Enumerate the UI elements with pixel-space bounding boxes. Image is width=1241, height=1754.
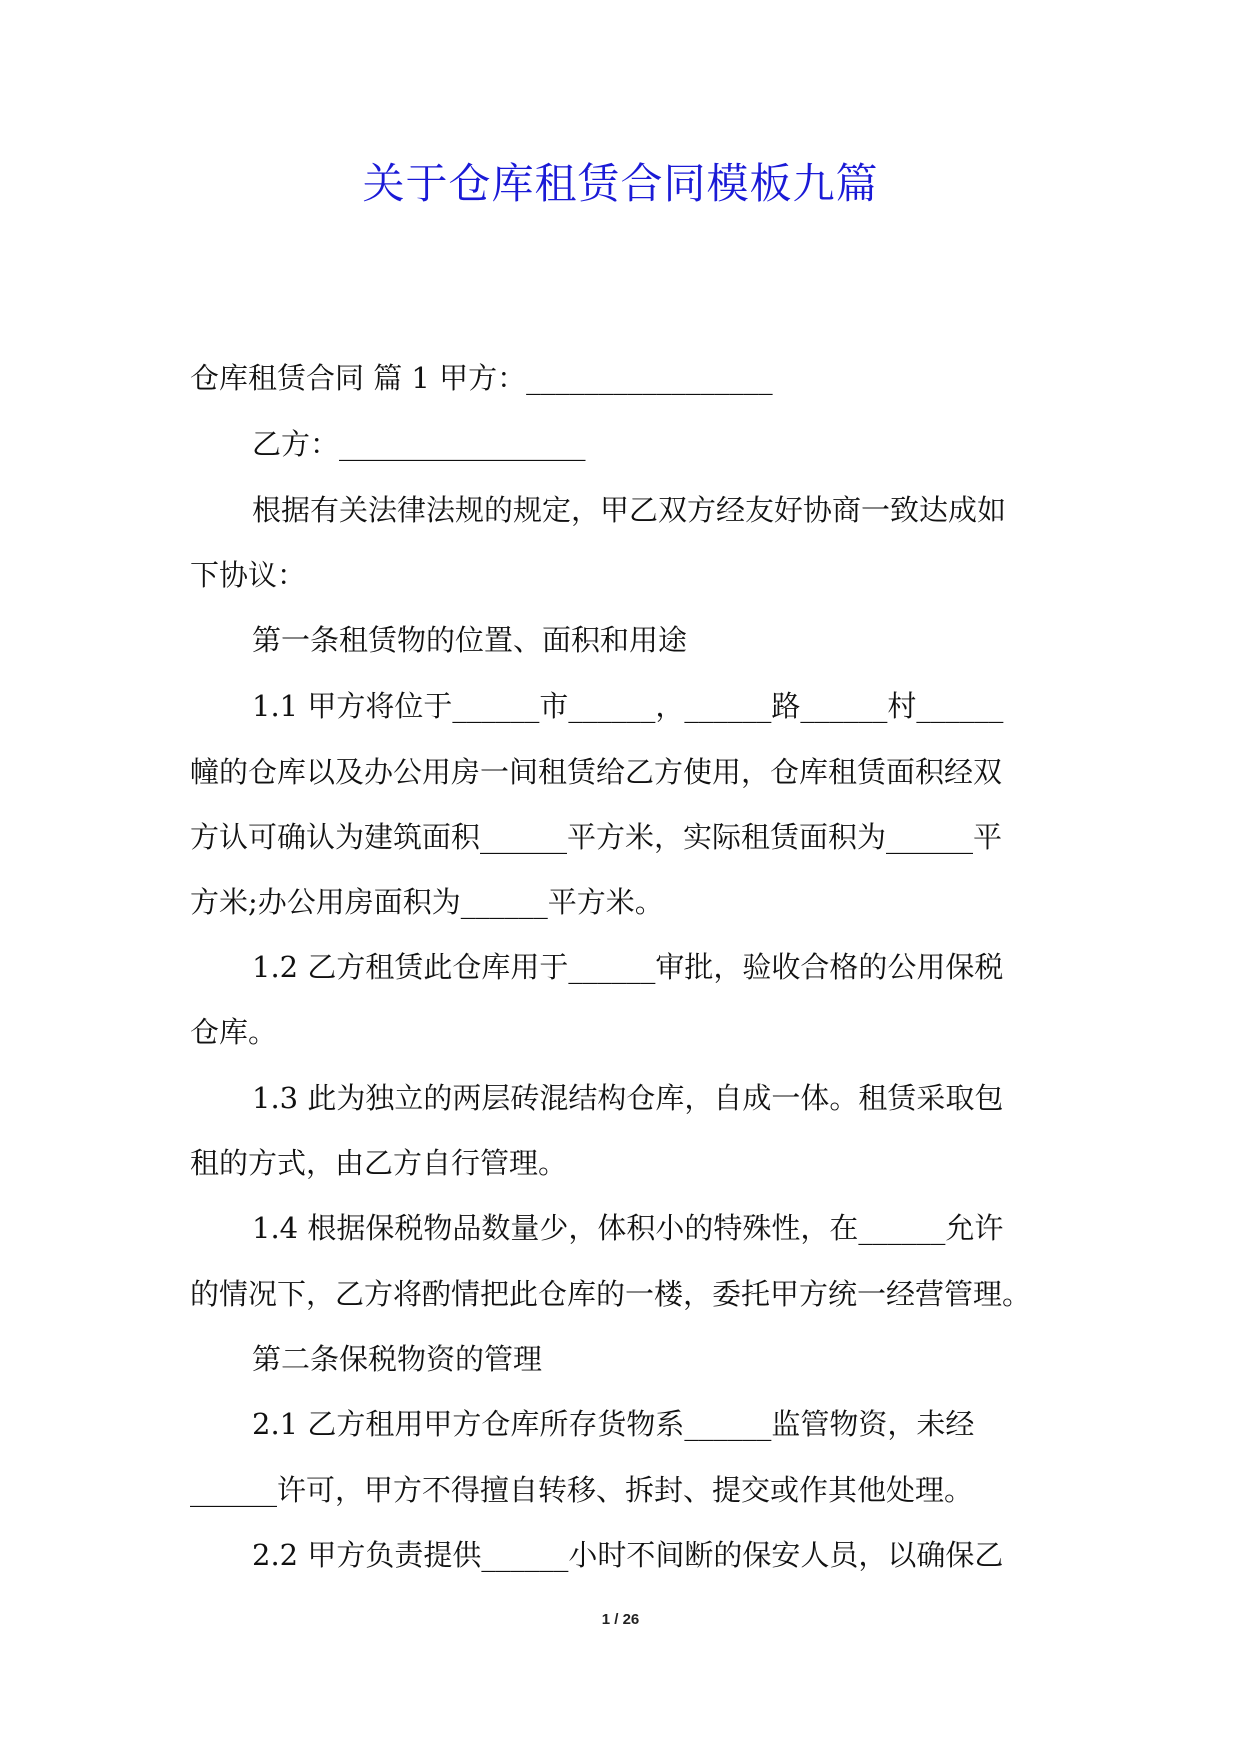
paragraph-line: 1.1 甲方将位于______市______，______路______村______ — [252, 689, 1004, 723]
section-heading: 第一条租赁物的位置、面积和用途 — [252, 623, 688, 657]
paragraph-line: 2.2 甲方负责提供______小时不间断的保安人员，以确保乙 — [252, 1538, 1004, 1572]
paragraph-line: 1.4 根据保税物品数量少，体积小的特殊性，在______允许 — [252, 1211, 1004, 1245]
paragraph-line: 1.3 此为独立的两层砖混结构仓库，自成一体。租赁采取包 — [252, 1081, 1004, 1115]
paragraph-line: 仓库租赁合同 篇 1 甲方：_________________ — [190, 361, 773, 395]
paragraph-line: 的情况下，乙方将酌情把此仓库的一楼，委托甲方统一经营管理。 — [190, 1277, 1032, 1311]
paragraph-line: 2.1 乙方租用甲方仓库所存货物系______监管物资，未经 — [252, 1407, 975, 1441]
paragraph-line: 幢的仓库以及办公用房一间租赁给乙方使用，仓库租赁面积经双 — [190, 755, 1003, 789]
paragraph-line: 方米;办公用房面积为______平方米。 — [190, 885, 664, 919]
paragraph-line: ______许可，甲方不得擅自转移、拆封、提交或作其他处理。 — [190, 1473, 974, 1507]
paragraph-line: 租的方式，由乙方自行管理。 — [190, 1146, 568, 1180]
paragraph-line: 下协议： — [190, 558, 307, 592]
paragraph-line: 乙方：_________________ — [252, 427, 586, 461]
paragraph-line: 1.2 乙方租赁此仓库用于______审批，验收合格的公用保税 — [252, 950, 1004, 984]
page-number: 1 / 26 — [601, 1611, 640, 1628]
paragraph-line: 根据有关法律法规的规定，甲乙双方经友好协商一致达成如 — [252, 493, 1007, 527]
paragraph-line: 仓库。 — [190, 1015, 278, 1049]
document-title: 关于仓库租赁合同模板九篇 — [362, 159, 879, 208]
section-heading: 第二条保税物资的管理 — [252, 1342, 543, 1376]
paragraph-line: 方认可确认为建筑面积______平方米，实际租赁面积为______平 — [190, 820, 1003, 854]
